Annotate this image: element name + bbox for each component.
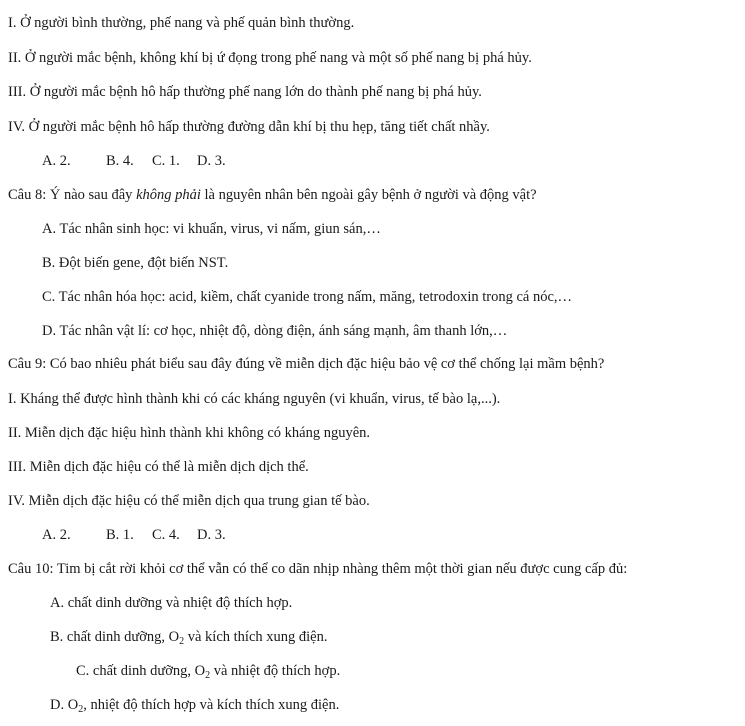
q10-option-b-sub: 2 (179, 636, 185, 647)
q10-option-d-sub: 2 (78, 704, 84, 715)
q9-option-a: A. 2. (42, 527, 71, 543)
q9-statement-4: IV. Miễn dịch đặc hiệu có thể miễn dịch qua trung gian tế bào. (8, 493, 370, 509)
q9-statement-2: II. Miễn dịch đặc hiệu hình thành khi không có kháng nguyên. (8, 425, 371, 441)
q10-option-c-sub: 2 (205, 670, 211, 681)
q9-options (42, 526, 226, 544)
q9-option-c: C. 4. (152, 527, 180, 543)
q7-statement-1: I. Ở người bình thường, phế nang và phế quản bình thường. (8, 15, 355, 31)
q9-option-d: D. 3. (197, 527, 226, 543)
q10-option-d-post: , nhiệt độ thích hợp và kích thích xung điện. (83, 697, 340, 713)
q10-option-c (76, 662, 340, 680)
q7-statement-4: IV. Ở người mắc bệnh hô hấp thường đường dẫn khí bị thu hẹp, tăng tiết chất nhầy. (8, 119, 490, 135)
q10-stem: Câu 10: Tim bị cắt rời khỏi cơ thể vẫn có thể co dãn nhịp nhàng thêm một thời gian nếu được cung cấp đủ: (8, 561, 628, 577)
q10-option-b-post: và kích thích xung điện. (184, 629, 328, 645)
q7-option-d: D. 3. (197, 153, 226, 169)
q10-option-b (50, 628, 327, 646)
q8-stem-suffix: là nguyên nhân bên ngoài gây bệnh ở người và động vật? (200, 187, 537, 203)
q9-option-b: B. 1. (106, 527, 134, 543)
q7-option-b: B. 4. (106, 153, 134, 169)
q10-option-b-pre: B. chất dinh dưỡng, O (50, 629, 180, 645)
q9-statement-3: III. Miễn dịch đặc hiệu có thể là miễn dịch dịch thể. (8, 459, 309, 475)
q9-statement-1: I. Kháng thể được hình thành khi có các kháng nguyên (vi khuẩn, virus, tế bào lạ,...). (8, 391, 501, 407)
q10-option-c-pre: C. chất dinh dưỡng, O (76, 663, 206, 679)
q10-option-d (50, 696, 339, 714)
q8-stem-prefix: Câu 8: Ý nào sau đây (8, 187, 137, 203)
q7-option-c: C. 1. (152, 153, 180, 169)
q8-stem-emphasis: không phải (136, 187, 201, 203)
q7-statement-3: III. Ở người mắc bệnh hô hấp thường phế nang lớn do thành phế nang bị phá hủy. (8, 84, 482, 100)
q8-option-a: A. Tác nhân sinh học: vi khuẩn, virus, vi nấm, giun sán,… (42, 221, 381, 237)
q10-option-c-post: và nhiệt độ thích hợp. (210, 663, 341, 679)
q10-option-d-pre: D. O (50, 697, 79, 713)
q7-statement-2: II. Ở người mắc bệnh, không khí bị ứ đọng trong phế nang và một số phế nang bị phá hủy. (8, 50, 532, 66)
q8-option-b: B. Đột biến gene, đột biến NST. (42, 255, 229, 271)
q10-option-a: A. chất dinh dưỡng và nhiệt độ thích hợp. (50, 595, 293, 611)
q9-stem: Câu 9: Có bao nhiêu phát biểu sau đây đúng về miễn dịch đặc hiệu bảo vệ cơ thể chống lại mầm bệnh? (8, 356, 605, 372)
q8-stem (8, 186, 537, 204)
q8-option-d: D. Tác nhân vật lí: cơ học, nhiệt độ, dòng điện, ánh sáng mạnh, âm thanh lớn,… (42, 323, 508, 339)
q8-option-c: C. Tác nhân hóa học: acid, kiềm, chất cyanide trong nấm, măng, tetrodoxin trong cá nóc,… (42, 289, 573, 305)
q7-option-a: A. 2. (42, 153, 71, 169)
q7-options (42, 152, 226, 170)
